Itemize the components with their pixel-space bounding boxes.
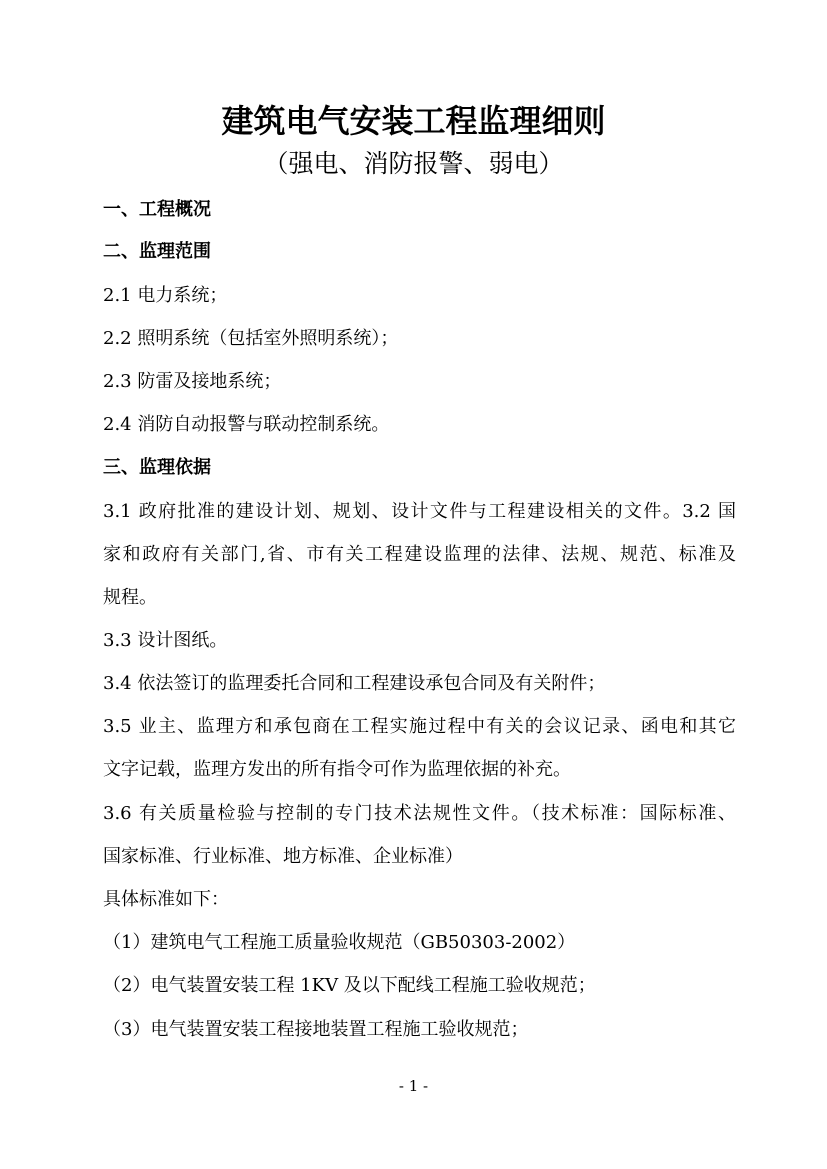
- basis-paragraph-line: 3.1 政府批准的建设计划、规划、设计文件与工程建设相关的文件。3.2 国: [103, 501, 736, 522]
- scope-item: 2.2 照明系统（包括室外照明系统）；: [103, 328, 399, 349]
- scope-item: 2.3 防雷及接地系统；: [103, 371, 282, 392]
- standard-item: （3）电气装置安装工程接地装置工程施工验收规范；: [103, 1019, 529, 1040]
- standard-item: （2）电气装置安装工程 1KV 及以下配线工程施工验收规范；: [103, 975, 596, 996]
- standard-item: （1）建筑电气工程施工质量验收规范（GB50303-2002）: [103, 932, 576, 953]
- section-heading-basis: 三、监理依据: [103, 457, 211, 478]
- basis-item-3-6-line: 国家标准、行业标准、地方标准、企业标准）: [103, 846, 463, 867]
- basis-paragraph-line: 规程。: [103, 587, 157, 608]
- basis-item-3-3: 3.3 设计图纸。: [103, 630, 228, 651]
- basis-item-3-4: 3.4 依法签订的监理委托合同和工程建设承包合同及有关附件；: [103, 673, 606, 694]
- section-heading-overview: 一、工程概况: [103, 199, 211, 220]
- document-subtitle: （强电、消防报警、弱电）: [263, 149, 564, 178]
- basis-item-3-5-line: 3.5 业主、监理方和承包商在工程实施过程中有关的会议记录、函电和其它: [103, 716, 736, 737]
- basis-paragraph-line: 家和政府有关部门,省、市有关工程建设监理的法律、法规、规范、标准及: [103, 544, 736, 565]
- scope-item: 2.1 电力系统；: [103, 285, 228, 306]
- standards-intro: 具体标准如下：: [103, 889, 229, 910]
- basis-item-3-5-line: 文字记载，监理方发出的所有指令可作为监理依据的补充。: [103, 759, 571, 780]
- section-heading-scope: 二、监理范围: [103, 241, 211, 262]
- page-number: - 1 -: [398, 1077, 429, 1095]
- scope-item: 2.4 消防自动报警与联动控制系统。: [103, 414, 390, 435]
- basis-item-3-6-line: 3.6 有关质量检验与控制的专门技术法规性文件。（技术标准：国际标准、: [103, 803, 736, 824]
- document-title: 建筑电气安装工程监理细则: [221, 102, 606, 140]
